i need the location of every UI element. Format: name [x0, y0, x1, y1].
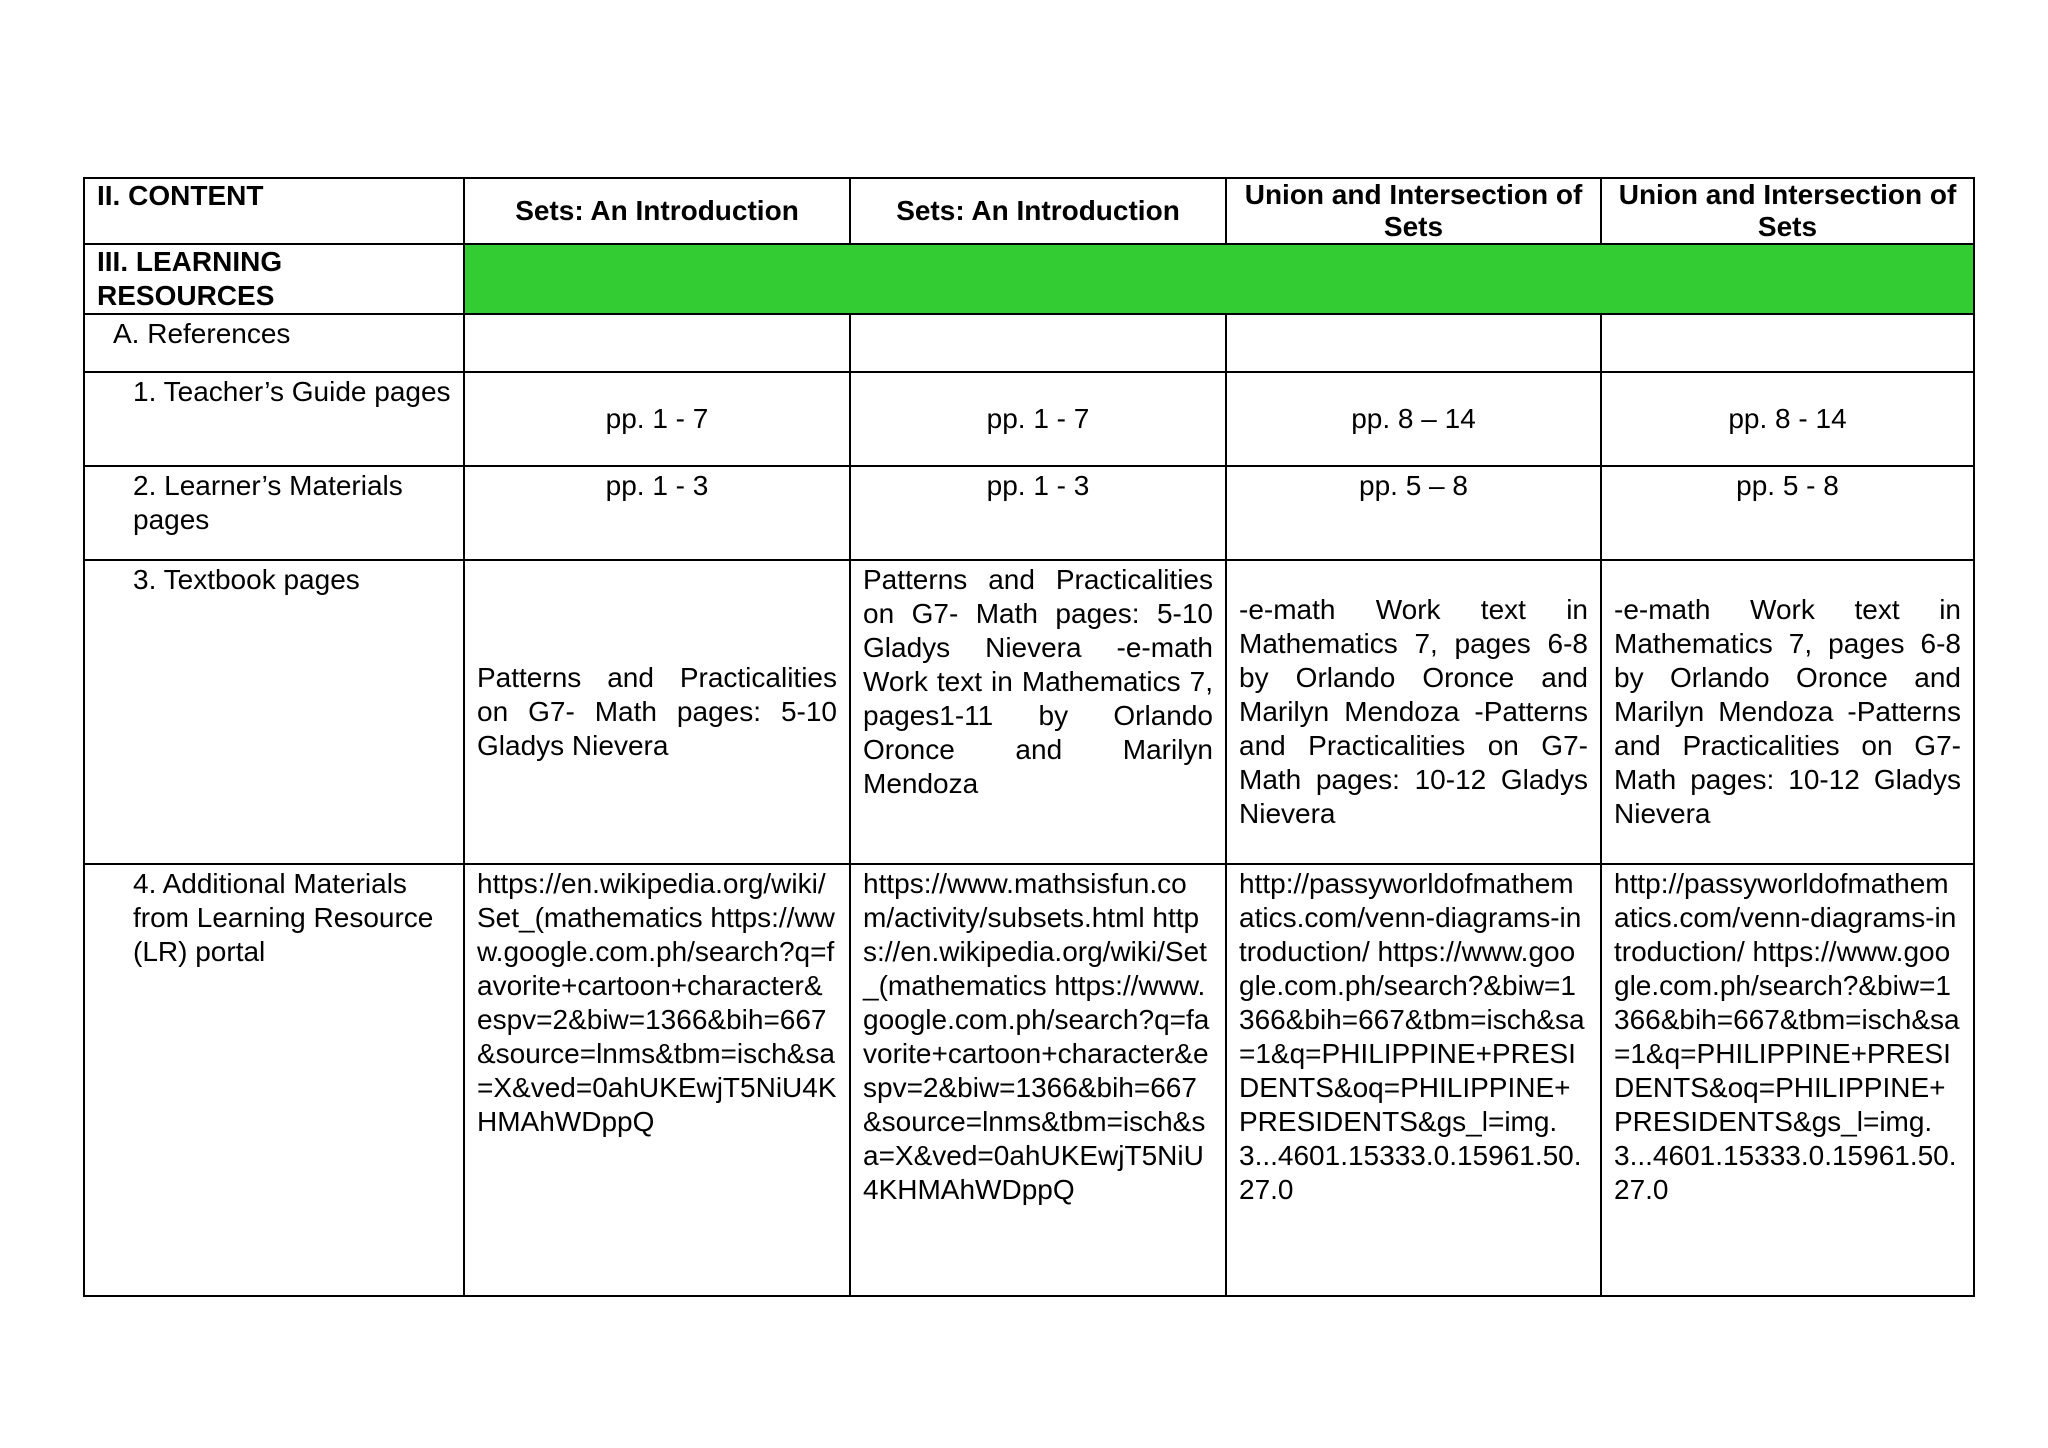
- references-cell-3: [1226, 314, 1601, 372]
- textbook-col-3: -e-math Work text in Mathematics 7, pages 6-8 by Orlando Oronce and Marilyn Mendoza -Patterns and Practicalities on G7- Math pages: 10-12 Gladys Nievera: [1226, 560, 1601, 864]
- learning-resources-label: III. LEARNING RESOURCES: [84, 244, 464, 314]
- learners-materials-col-1: pp. 1 - 3: [464, 466, 850, 560]
- learners-materials-col-2: pp. 1 - 3: [850, 466, 1226, 560]
- teachers-guide-col-3: pp. 8 – 14: [1226, 372, 1601, 466]
- additional-materials-col-4: http://passyworldofmathematics.com/venn-diagrams-introduction/ https://www.google.com.ph/search?&biw=1366&bih=667&tbm=isch&sa=1&q=PHILIPPINE+PRESIDENTS&oq=PHILIPPINE+PRESIDENTS&gs_l=img.3...4601.15333.0.15961.50.27.0: [1601, 864, 1974, 1296]
- textbook-label: 3. Textbook pages: [84, 560, 464, 864]
- additional-materials-label: 4. Additional Materials from Learning Resource (LR) portal: [84, 864, 464, 1296]
- learning-resources-row: [84, 244, 1974, 314]
- references-cell-1: [464, 314, 850, 372]
- additional-materials-col-3: http://passyworldofmathematics.com/venn-diagrams-introduction/ https://www.google.com.ph/search?&biw=1366&bih=667&tbm=isch&sa=1&q=PHILIPPINE+PRESIDENTS&oq=PHILIPPINE+PRESIDENTS&gs_l=img.3...4601.15333.0.15961.50.27.0: [1226, 864, 1601, 1296]
- learners-materials-label: 2. Learner’s Materials pages: [84, 466, 464, 560]
- learners-materials-row: [84, 466, 1974, 560]
- references-label: A. References: [84, 314, 464, 372]
- content-col-1: Sets: An Introduction: [464, 178, 850, 244]
- references-cell-2: [850, 314, 1226, 372]
- learners-materials-col-3: pp. 5 – 8: [1226, 466, 1601, 560]
- textbook-row: [84, 560, 1974, 864]
- additional-materials-col-2: https://www.mathsisfun.com/activity/subsets.html https://en.wikipedia.org/wiki/Set_(mathematics https://www.google.com.ph/search?q=favorite+cartoon+character&espv=2&biw=1366&bih=667&source=lnms&tbm=isch&sa=X&ved=0ahUKEwjT5NiU4KHMAhWDppQ: [850, 864, 1226, 1296]
- teachers-guide-col-1: pp. 1 - 7: [464, 372, 850, 466]
- teachers-guide-col-2: pp. 1 - 7: [850, 372, 1226, 466]
- lesson-plan-table: [83, 177, 1975, 1297]
- content-col-3: Union and Intersection of Sets: [1226, 178, 1601, 244]
- content-row: [84, 178, 1974, 244]
- textbook-col-2: Patterns and Practicalities on G7- Math pages: 5-10 Gladys Nievera -e-math Work text in Mathematics 7, pages1-11 by Orlando Oronce and Marilyn Mendoza: [850, 560, 1226, 864]
- textbook-col-1: Patterns and Practicalities on G7- Math pages: 5-10 Gladys Nievera: [464, 560, 850, 864]
- additional-materials-row: [84, 864, 1974, 1296]
- content-col-2: Sets: An Introduction: [850, 178, 1226, 244]
- teachers-guide-label: 1. Teacher’s Guide pages: [84, 372, 464, 466]
- references-cell-4: [1601, 314, 1974, 372]
- textbook-col-4: -e-math Work text in Mathematics 7, pages 6-8 by Orlando Oronce and Marilyn Mendoza -Patterns and Practicalities on G7- Math pages: 10-12 Gladys Nievera: [1601, 560, 1974, 864]
- learning-resources-band: [464, 244, 1974, 314]
- content-col-4: Union and Intersection of Sets: [1601, 178, 1974, 244]
- teachers-guide-row: [84, 372, 1974, 466]
- content-label: II. CONTENT: [84, 178, 464, 244]
- additional-materials-col-1: https://en.wikipedia.org/wiki/Set_(mathematics https://www.google.com.ph/search?q=favorite+cartoon+character&espv=2&biw=1366&bih=667&source=lnms&tbm=isch&sa=X&ved=0ahUKEwjT5NiU4KHMAhWDppQ: [464, 864, 850, 1296]
- references-row: [84, 314, 1974, 372]
- teachers-guide-col-4: pp. 8 - 14: [1601, 372, 1974, 466]
- learners-materials-col-4: pp. 5 - 8: [1601, 466, 1974, 560]
